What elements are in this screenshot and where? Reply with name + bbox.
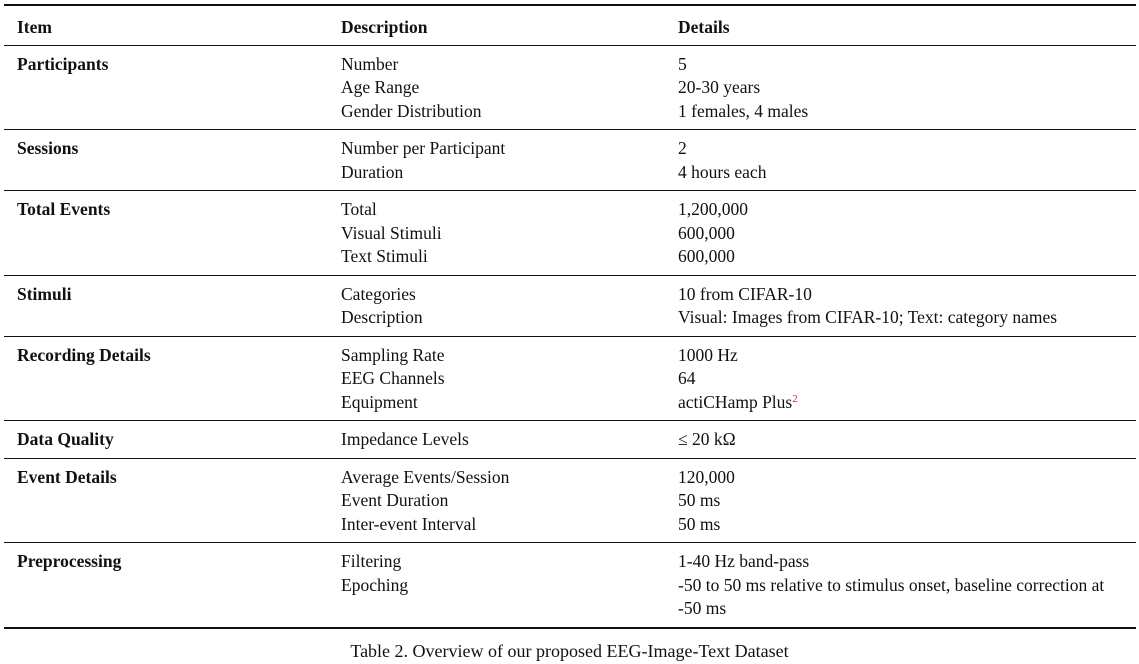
- description-cell: Average Events/Session: [341, 466, 510, 487]
- group-data-quality: [4, 421, 1136, 458]
- details-cell: Visual: Images from CIFAR-10; Text: category names: [678, 307, 1058, 327]
- group-details: [678, 428, 1136, 452]
- details-cell: ≤ 20 kΩ: [678, 429, 736, 449]
- group-details: [678, 344, 1136, 415]
- group-item-label: Stimuli: [17, 283, 72, 304]
- details-cell: 1,200,000: [678, 199, 748, 219]
- details-cell: 1-40 Hz band-pass: [678, 551, 810, 571]
- group-descriptions: [341, 198, 678, 269]
- description-cell: Filtering: [341, 551, 402, 571]
- details-cell: 600,000: [678, 246, 735, 266]
- group-item-label: Recording Details: [17, 344, 151, 365]
- description-cell: Epoching: [341, 574, 409, 595]
- group-stimuli: [4, 276, 1136, 336]
- group-descriptions: [341, 283, 678, 330]
- group-total-events: [4, 191, 1136, 275]
- details-cell: 1 females, 4 males: [678, 100, 809, 121]
- description-cell: Text Stimuli: [341, 246, 428, 266]
- details-cell: 5: [678, 53, 687, 74]
- description-cell: EEG Channels: [341, 368, 445, 388]
- group-details: [678, 283, 1136, 330]
- group-participants: [4, 46, 1136, 130]
- details-cell: 120,000: [678, 466, 735, 487]
- description-cell: Duration: [341, 161, 404, 182]
- details-cell: 600,000: [678, 222, 735, 243]
- details-cell: 50 ms: [678, 490, 721, 510]
- details-cell: actiCHamp Plus: [678, 391, 793, 412]
- header-item: Item: [17, 17, 52, 37]
- description-cell: Equipment: [341, 391, 418, 412]
- group-event-details: [4, 459, 1136, 543]
- table-caption: Table 2. Overview of our proposed EEG-Image-Text Dataset: [350, 641, 789, 661]
- group-details: [678, 198, 1136, 269]
- details-cell-with-footnote: [678, 391, 1136, 415]
- table-bottom-rule: [4, 627, 1136, 629]
- table-header-row: [4, 6, 1136, 45]
- group-item-label: Participants: [17, 53, 109, 74]
- details-cell: 2: [678, 138, 687, 158]
- group-details: [678, 466, 1136, 537]
- details-cell: 20-30 years: [678, 77, 761, 97]
- description-cell: Impedance Levels: [341, 429, 469, 449]
- description-cell: Total: [341, 199, 377, 219]
- group-item-label: Event Details: [17, 466, 117, 487]
- description-cell: Gender Distribution: [341, 100, 482, 121]
- details-cell: 1000 Hz: [678, 344, 738, 365]
- group-details: [678, 550, 1136, 621]
- footnote-marker[interactable]: 2: [792, 392, 798, 405]
- description-cell: Number: [341, 53, 399, 74]
- group-descriptions: [341, 428, 678, 452]
- group-item-label: Total Events: [17, 199, 111, 219]
- description-cell: Visual Stimuli: [341, 222, 442, 243]
- dataset-overview-table: [4, 4, 1136, 629]
- header-details: Details: [678, 17, 730, 37]
- details-cell: 10 from CIFAR-10: [678, 283, 812, 304]
- details-cell: 50 ms: [678, 513, 721, 534]
- group-details: [678, 137, 1136, 184]
- group-sessions: [4, 130, 1136, 190]
- description-cell: Sampling Rate: [341, 344, 445, 365]
- group-descriptions: [341, 550, 678, 621]
- group-item-label: Sessions: [17, 138, 79, 158]
- details-cell: -50 to 50 ms relative to stimulus onset, baseline correction at -50 ms: [678, 574, 1105, 618]
- description-cell: Age Range: [341, 77, 420, 97]
- details-cell: 4 hours each: [678, 161, 767, 182]
- description-cell: Inter-event Interval: [341, 513, 477, 534]
- group-descriptions: [341, 137, 678, 184]
- description-cell: Categories: [341, 283, 416, 304]
- group-item-label: Data Quality: [17, 429, 114, 449]
- group-descriptions: [341, 344, 678, 415]
- group-details: [678, 53, 1136, 124]
- details-cell: 64: [678, 368, 696, 388]
- group-item-label: Preprocessing: [17, 551, 122, 571]
- group-preprocessing: [4, 543, 1136, 627]
- group-descriptions: [341, 466, 678, 537]
- group-recording-details: [4, 337, 1136, 421]
- group-descriptions: [341, 53, 678, 124]
- header-description: Description: [341, 17, 428, 37]
- description-cell: Number per Participant: [341, 138, 506, 158]
- description-cell: Event Duration: [341, 490, 449, 510]
- description-cell: Description: [341, 307, 423, 327]
